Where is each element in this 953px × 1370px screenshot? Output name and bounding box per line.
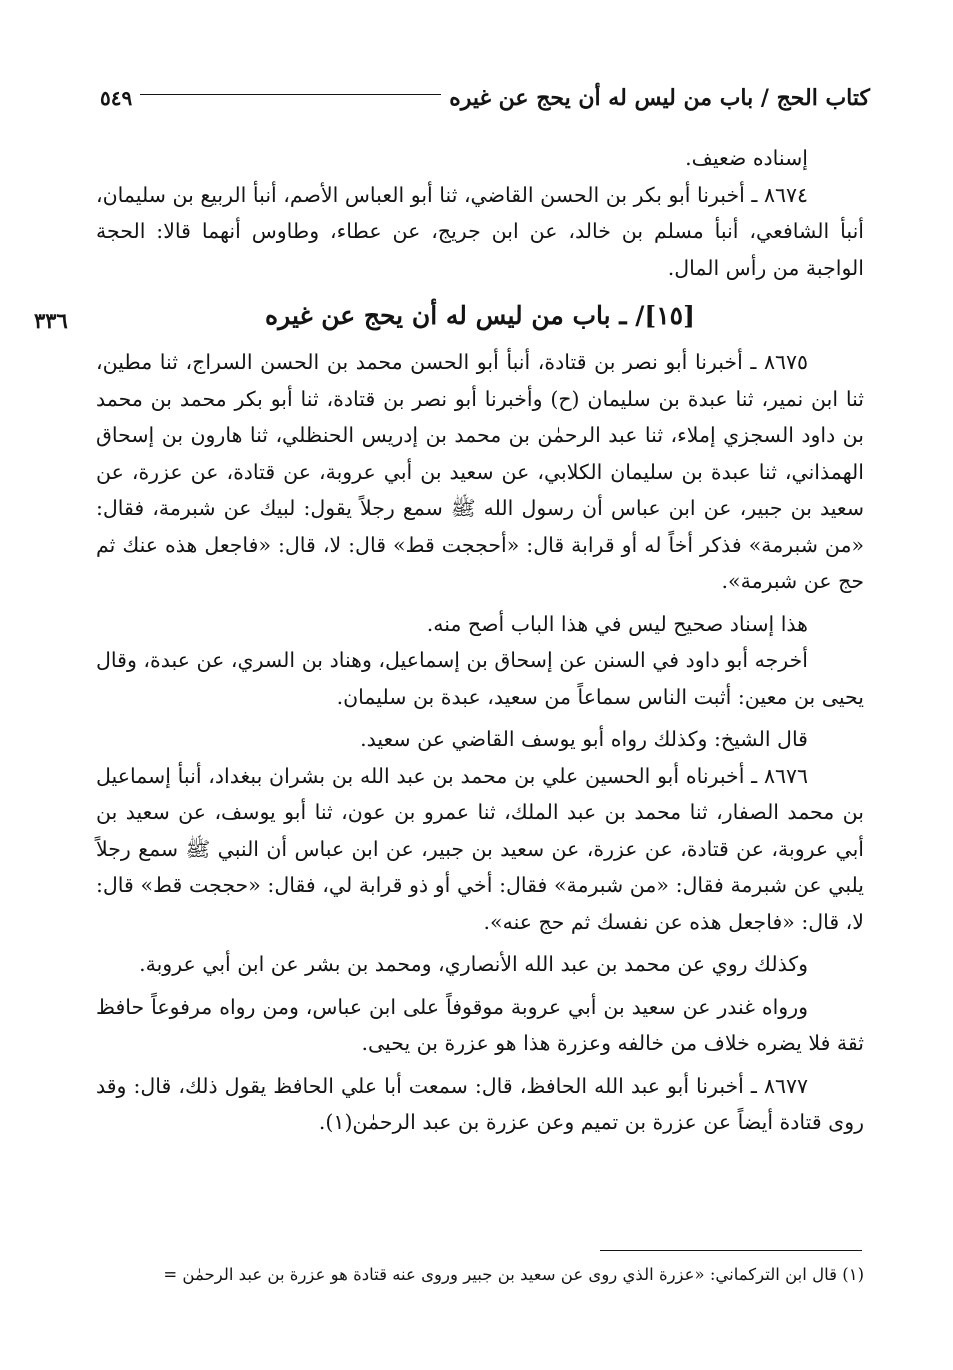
paragraph-hadith-8676: ٨٦٧٦ ـ أخبرناه أبو الحسين علي بن محمد بن عبد الله بن بشران ببغداد، أنبأ إسماعيل بن محمد الصفار، ثنا محمد بن عبد الملك، ثنا عمرو بن عون، ثنا أبو يوسف، عن سعيد بن أبي عروبة، عن قتادة، عن عزرة، عن سعيد بن جبير، عن ابن عباس أن النبي ﷺ سمع رجلاً يلبي عن شبرمة فقال: «من شبرمة» فقال: أخي أو ذو قرابة لي، فقال: «حججت قط» قال: لا، قال: «فاجعل هذه عن نفسك ثم حج عنه». bbox=[96, 763, 864, 934]
main-text bbox=[96, 140, 864, 1141]
paragraph: أخرجه أبو داود في السنن عن إسحاق بن إسماعيل، وهناد بن السري، عن عبدة، وقال يحيى بن معين: أثبت الناس سماعاً من سعيد، عبدة بن سليمان. bbox=[96, 648, 864, 709]
paragraph: إسناده ضعيف. bbox=[685, 146, 808, 170]
paragraph: هذا إسناد صحيح ليس في هذا الباب أصح منه. bbox=[426, 611, 808, 636]
margin-page-number: ٣٣٦ bbox=[34, 308, 68, 333]
section-title: [١٥]/ ـ باب من ليس له أن يحج عن غيره bbox=[265, 301, 695, 330]
page-number: ٥٤٩ bbox=[100, 86, 133, 110]
running-title: كتاب الحج / باب من ليس له أن يحج عن غيره bbox=[449, 85, 870, 111]
footnote-rule bbox=[600, 1250, 862, 1251]
paragraph: وكذلك روي عن محمد بن عبد الله الأنصاري، ومحمد بن بشر عن ابن أبي عروبة. bbox=[139, 952, 808, 976]
paragraph-hadith-8677: ٨٦٧٧ ـ أخبرنا أبو عبد الله الحافظ، قال: سمعت أبا علي الحافظ يقول ذلك، قال: وقد روى قتادة أيضاً عن عزرة بن تميم وعن عزرة بن عبد الرحمٰن(١). bbox=[96, 1073, 864, 1134]
paragraph: ورواه غندر عن سعيد بن أبي عروبة موقوفاً على ابن عباس، ومن رواه مرفوعاً حافظ ثقة فلا يضره خلاف من خالفه وعزرة هذا هو عزرة بن يحيى. bbox=[96, 994, 864, 1055]
paragraph-hadith-8674: ٨٦٧٤ ـ أخبرنا أبو بكر بن الحسن القاضي، ثنا أبو العباس الأصم، أنبأ الربيع بن سليمان، أنبأ الشافعي، أنبأ مسلم بن خالد، عن ابن جريج، عن عطاء، وطاوس أنهما قالا: الحجة الواجبة من رأس المال. bbox=[96, 182, 864, 280]
paragraph: قال الشيخ: وكذلك رواه أبو يوسف القاضي عن سعيد. bbox=[360, 727, 808, 751]
page-header bbox=[100, 78, 870, 118]
footnote: (١) قال ابن التركماني: «عزرة الذي روى عن سعيد بن جبير وروى عنه قتادة هو عزرة بن عبد الرحمٰن = bbox=[163, 1265, 864, 1284]
header-rule bbox=[140, 94, 441, 95]
paragraph-hadith-8675: ٨٦٧٥ ـ أخبرنا أبو نصر بن قتادة، أنبأ أبو الحسن محمد بن الحسن السراج، ثنا مطين، ثنا ابن نمير، ثنا عبدة بن سليمان (ح) وأخبرنا أبو نصر بن قتادة، ثنا أبو بكر محمد بن محمد بن داود السجزي إملاء، ثنا عبد الرحمٰن بن محمد بن إدريس الحنظلي، ثنا هارون بن إسحاق الهمذاني، ثنا عبدة بن سليمان الكلابي، عن سعيد بن أبي عروبة، عن قتادة، عن عزرة، عن سعيد بن جبير، عن ابن عباس أن رسول الله ﷺ سمع رجلاً يقول: لبيك عن شبرمة، فقال: «من شبرمة» فذكر أخاً له أو قرابة قال: «أحججت قط» قال: لا، قال: «فاجعل هذه عنك ثم حج عن شبرمة». bbox=[96, 350, 864, 593]
